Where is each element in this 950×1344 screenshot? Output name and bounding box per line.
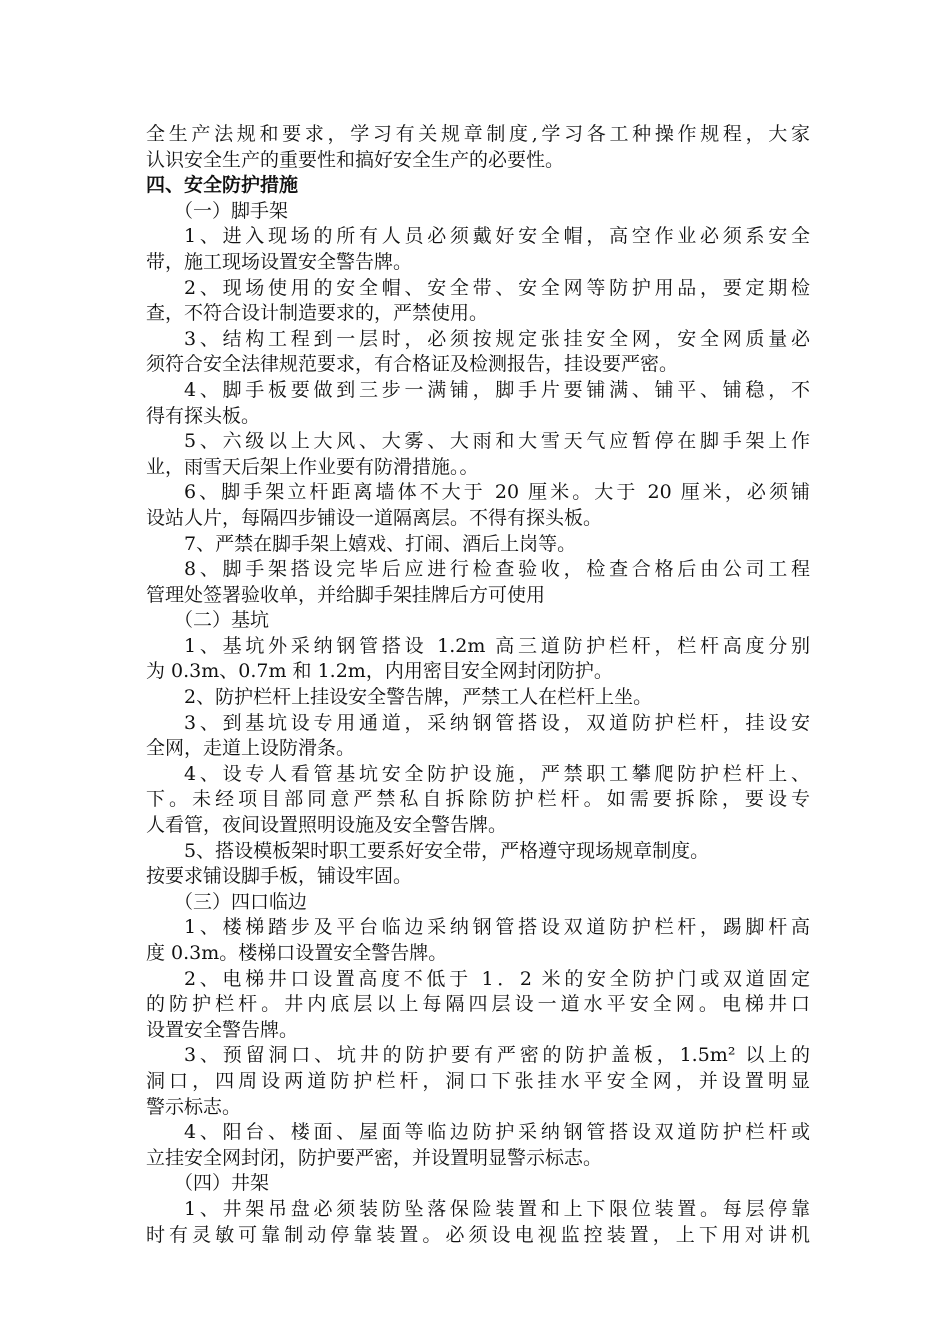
- text-line: 业，雨雪天后架上作业要有防滑措施。。: [146, 455, 479, 478]
- subsection-heading: （三）四口临边: [174, 890, 308, 913]
- text-line: 立挂安全网封闭，防护要严密，并设置明显警示标志。: [146, 1146, 603, 1169]
- text-line: 的防护栏杆。井内底层以上每隔四层设一道水平安全网。电梯井口: [146, 993, 810, 1016]
- text-line: 2、防护栏杆上挂设安全警告牌，严禁工人在栏杆上坐。: [184, 686, 653, 709]
- subsection-heading: （一）脚手架: [174, 199, 289, 222]
- text-line: 全网，走道上设防滑条。: [146, 737, 356, 760]
- text-line: 时有灵敏可靠制动停靠装置。必须设电视监控装置，上下用对讲机: [146, 1223, 810, 1246]
- text-line: 3、结构工程到一层时，必须按规定张挂安全网，安全网质量必: [184, 327, 810, 350]
- text-line: 须符合安全法律规范要求，有合格证及检测报告，挂设要严密。: [146, 353, 679, 376]
- text-line: 1、进入现场的所有人员必须戴好安全帽，高空作业必须系安全: [184, 225, 810, 248]
- text-line: 警示标志。: [146, 1095, 242, 1118]
- text-line: 5、六级以上大风、大雾、大雨和大雪天气应暂停在脚手架上作: [184, 430, 810, 453]
- document-body: [146, 122, 810, 1248]
- text-line: 洞口，四周设两道防护栏杆，洞口下张挂水平安全网，并设置明显: [146, 1069, 810, 1092]
- subsection-heading: （二）基坑: [174, 609, 270, 632]
- text-line: 设置安全警告牌。: [146, 1018, 299, 1041]
- text-line: 1、楼梯踏步及平台临边采纳钢管搭设双道防护栏杆，踢脚杆高: [184, 916, 810, 939]
- text-line: 7、严禁在脚手架上嬉戏、打闹、酒后上岗等。: [184, 532, 577, 555]
- text-line: 3、到基坑设专用通道，采纳钢管搭设，双道防护栏杆，挂设安: [184, 711, 810, 734]
- document-page: [146, 122, 810, 1248]
- text-line: 人看管，夜间设置照明设施及安全警告牌。: [146, 814, 508, 837]
- text-line: 认识安全生产的重要性和搞好安全生产的必要性。: [146, 148, 565, 171]
- text-line: 1、基坑外采纳钢管搭设 1.2m 高三道防护栏杆，栏杆高度分别: [184, 634, 810, 657]
- section-heading: 四、安全防护措施: [146, 174, 299, 197]
- text-line: 设站人片，每隔四步铺设一道隔离层。不得有探头板。: [146, 506, 603, 529]
- text-line: 2、现场使用的安全帽、安全带、安全网等防护用品，要定期检: [184, 276, 810, 299]
- text-line: 8、脚手架搭设完毕后应进行检查验收，检查合格后由公司工程: [184, 558, 810, 581]
- text-line: 1、井架吊盘必须装防坠落保险装置和上下限位装置。每层停靠: [184, 1197, 810, 1220]
- text-line: 查，不符合设计制造要求的，严禁使用。: [146, 302, 489, 325]
- text-line: 管理处签署验收单，并给脚手架挂牌后方可使用: [146, 583, 546, 606]
- text-line: 4、脚手板要做到三步一满铺，脚手片要铺满、铺平、铺稳，不: [184, 378, 810, 401]
- text-line: 4、阳台、楼面、屋面等临边防护采纳钢管搭设双道防护栏杆或: [184, 1121, 810, 1144]
- text-line: 4、设专人看管基坑安全防护设施，严禁职工攀爬防护栏杆上、: [184, 762, 810, 785]
- text-line: 度 0.3m。楼梯口设置安全警告牌。: [146, 942, 448, 964]
- text-line: 2、电梯井口设置高度不低于 1．2 米的安全防护门或双道固定: [184, 967, 810, 990]
- text-line: 下。未经项目部同意严禁私自拆除防护栏杆。如需要拆除，要设专: [146, 788, 810, 811]
- subsection-heading: （四）井架: [174, 1172, 270, 1195]
- text-line: 带，施工现场设置安全警告牌。: [146, 250, 413, 273]
- text-line: 按要求铺设脚手板，铺设牢固。: [146, 865, 413, 888]
- text-line: 得有探头板。: [146, 404, 261, 427]
- text-line: 为 0.3m、0.7m 和 1.2m，内用密目安全网封闭防护。: [146, 660, 613, 683]
- text-line: 全生产法规和要求，学习有关规章制度,学习各工种操作规程，大家: [146, 123, 810, 145]
- text-line: 5、搭设模板架时职工要系好安全带，严格遵守现场规章制度。: [184, 839, 710, 862]
- text-line: 3、预留洞口、坑井的防护要有严密的防护盖板，1.5m² 以上的: [184, 1044, 810, 1067]
- text-line: 6、脚手架立杆距离墙体不大于 20 厘米。大于 20 厘米，必须铺: [184, 481, 810, 504]
